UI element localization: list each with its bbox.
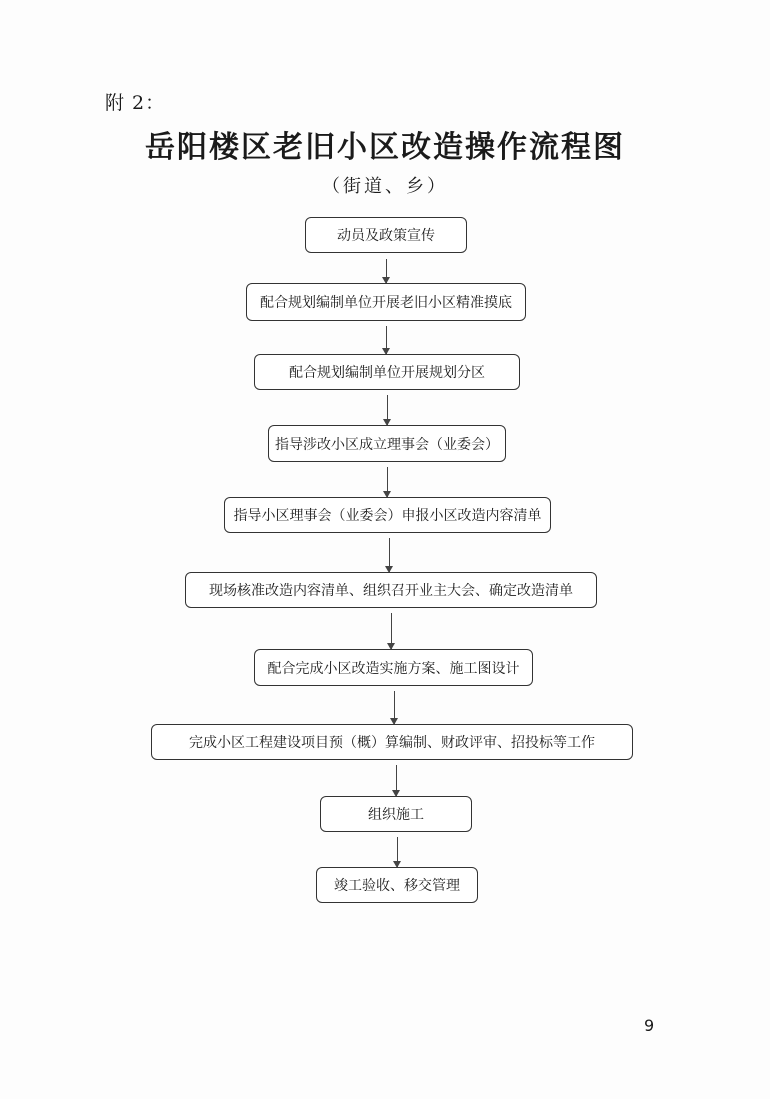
flow-arrow (386, 326, 387, 354)
flow-step-council: 指导涉改小区成立理事会（业委会） (268, 425, 506, 462)
flow-arrow (394, 691, 395, 724)
page-title: 岳阳楼区老旧小区改造操作流程图 (145, 130, 625, 165)
flow-arrow (389, 538, 390, 572)
attachment-label: 附 2： (105, 92, 166, 114)
flow-step-acceptance: 竣工验收、移交管理 (316, 867, 478, 903)
flow-arrow (396, 765, 397, 796)
flow-arrow (391, 613, 392, 649)
flow-step-zoning: 配合规划编制单位开展规划分区 (254, 354, 520, 390)
flow-step-declare-list: 指导小区理事会（业委会）申报小区改造内容清单 (224, 497, 551, 533)
flow-arrow (387, 467, 388, 497)
flow-step-verify-list: 现场核准改造内容清单、组织召开业主大会、确定改造清单 (185, 572, 597, 608)
flow-step-budget-bidding: 完成小区工程建设项目预（概）算编制、财政评审、招投标等工作 (151, 724, 633, 760)
page-subtitle: （街道、乡） (322, 176, 448, 197)
flow-arrow (386, 259, 387, 283)
flow-step-survey: 配合规划编制单位开展老旧小区精准摸底 (246, 283, 526, 321)
flow-step-mobilization: 动员及政策宣传 (305, 217, 467, 253)
flow-arrow (397, 837, 398, 867)
page-number: 9 (644, 1016, 655, 1035)
flow-arrow (387, 395, 388, 425)
flow-step-construction: 组织施工 (320, 796, 472, 832)
flow-step-design: 配合完成小区改造实施方案、施工图设计 (254, 649, 533, 686)
